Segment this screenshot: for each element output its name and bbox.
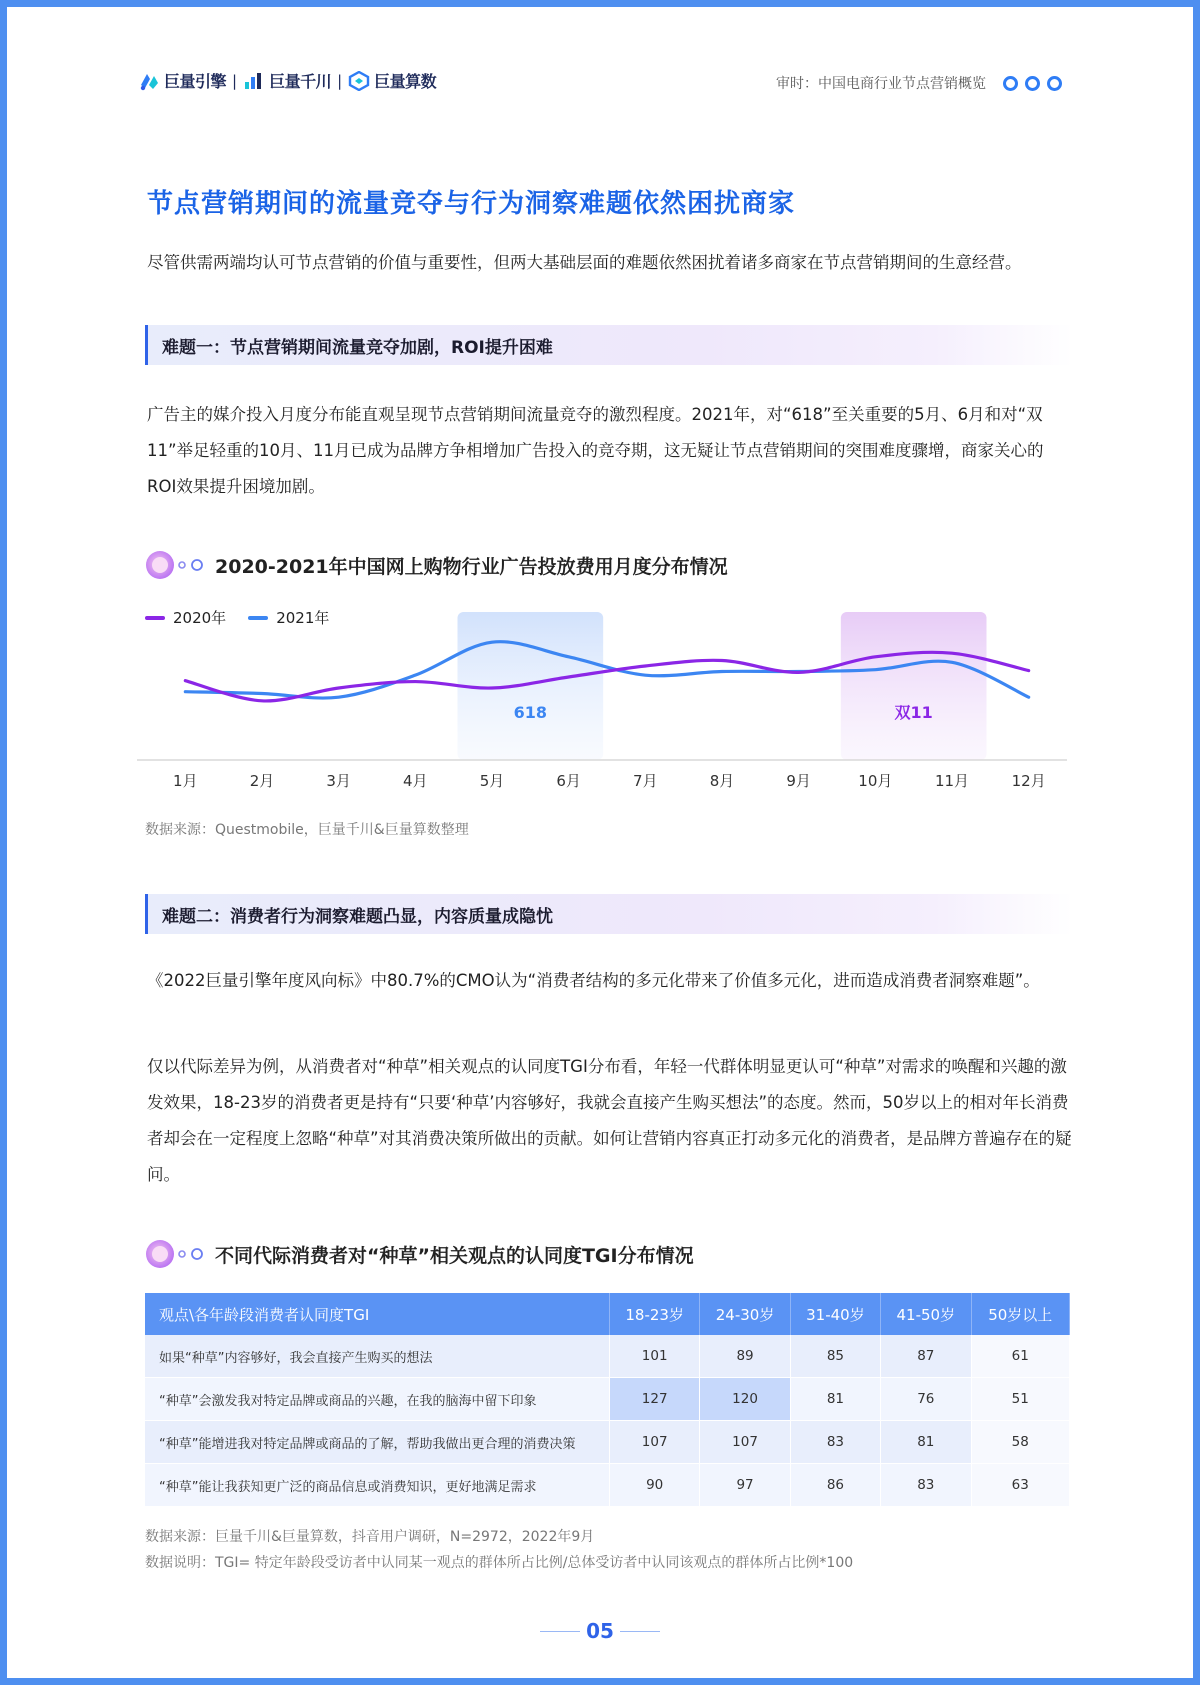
header-right — [776, 73, 1062, 93]
table-cell: 90 — [610, 1464, 700, 1507]
intro-paragraph: 尽管供需两端均认可节点营销的价值与重要性，但两大基础层面的难题依然困扰着诸多商家在节点营销期间的生意经营。 — [147, 253, 1022, 272]
x-tick-label: 5月 — [479, 772, 505, 790]
table-cell: 83 — [790, 1421, 880, 1464]
table-cell: 如果“种草”内容够好，我会直接产生购买的想法 — [145, 1335, 610, 1378]
brand-name-engine: 巨量引擎 — [164, 72, 227, 91]
chart-source: 数据来源：Questmobile，巨量千川&巨量算数整理 — [145, 822, 469, 838]
x-tick-label: 2月 — [249, 772, 275, 790]
x-tick-label: 11月 — [934, 772, 970, 790]
x-tick-label: 1月 — [173, 772, 198, 790]
section-heading-text: 难题二：消费者行为洞察难题凸显，内容质量成隐忧 — [162, 906, 553, 927]
table-cell: 63 — [971, 1464, 1070, 1507]
chart-title — [145, 550, 728, 580]
juliang-engine-logo-icon — [138, 71, 160, 91]
page-footer — [7, 1619, 1193, 1643]
table-row — [145, 1335, 1070, 1378]
table-cell: 89 — [700, 1335, 790, 1378]
brand-juliang-engine — [138, 69, 226, 92]
table-row — [145, 1378, 1070, 1421]
section2-paragraph-1: 《2022巨量引擎年度风向标》中80.7%的CMO认为“消费者结构的多元化带来了价值多元化，进而造成消费者洞察难题”。 — [147, 971, 1040, 990]
brand-juliang-suanshu — [348, 69, 436, 92]
juliang-qianchuan-logo-icon — [243, 71, 265, 91]
table-cell: 83 — [881, 1464, 971, 1507]
table-cell: 81 — [790, 1378, 880, 1421]
section-heading-1 — [145, 325, 1073, 365]
page-number: 05 — [586, 1619, 614, 1643]
table-cell: 127 — [610, 1378, 700, 1421]
table-cell: 85 — [790, 1335, 880, 1378]
bubble-bullet-icon — [145, 550, 207, 580]
column-header: 41-50岁 — [881, 1293, 971, 1335]
table-cell: “种草”会激发我对特定品牌或商品的兴趣，在我的脑海中留下印象 — [145, 1378, 610, 1421]
brand-logos — [138, 69, 436, 92]
footer-line — [540, 1631, 580, 1632]
table-cell: 101 — [610, 1335, 700, 1378]
x-tick-label: 4月 — [403, 772, 428, 790]
table-cell: 61 — [971, 1335, 1070, 1378]
table-cell: 107 — [700, 1421, 790, 1464]
table-note: 数据说明：TGI= 特定年龄段受访者中认同某一观点的群体所占比例/总体受访者中认同该观点的群体所占比例*100 — [145, 1555, 854, 1571]
x-tick-label: 6月 — [556, 772, 581, 790]
highlight-band-618 — [458, 612, 604, 760]
column-header: 50岁以上 — [971, 1293, 1070, 1335]
bubble-bullet-icon — [145, 1239, 207, 1269]
x-tick-label: 12月 — [1011, 772, 1046, 790]
page-title: 节点营销期间的流量竞夺与行为洞察难题依然困扰商家 — [147, 189, 796, 219]
x-tick-label: 10月 — [858, 772, 893, 790]
x-tick-label: 9月 — [786, 772, 811, 790]
table-title-text: 不同代际消费者对“种草”相关观点的认同度TGI分布情况 — [215, 1244, 694, 1267]
brand-name-suanshu: 巨量算数 — [374, 72, 437, 91]
table-cell: “种草”能增进我对特定品牌或商品的了解，帮助我做出更合理的消费决策 — [145, 1421, 610, 1464]
circle-dot-icon — [1003, 76, 1018, 91]
table-cell: 97 — [700, 1464, 790, 1507]
table-cell: 58 — [971, 1421, 1070, 1464]
brand-name-qianchuan: 巨量千川 — [269, 72, 332, 91]
brand-separator: | — [232, 71, 238, 90]
legend-label: 2020年 — [173, 609, 227, 627]
column-header: 18-23岁 — [610, 1293, 700, 1335]
juliang-suanshu-logo-icon — [348, 71, 370, 91]
section-heading-2 — [145, 894, 1073, 934]
table-title — [145, 1239, 694, 1269]
line-chart — [137, 602, 1077, 807]
brand-separator: | — [337, 71, 343, 90]
column-header: 观点\各年龄段消费者认同度TGI — [145, 1293, 610, 1335]
highlight-label: 618 — [513, 703, 548, 722]
table-cell: “种草”能让我获知更广泛的商品信息或消费知识，更好地满足需求 — [145, 1464, 610, 1507]
table-cell: 87 — [881, 1335, 971, 1378]
tgi-table — [145, 1293, 1070, 1507]
table-cell: 107 — [610, 1421, 700, 1464]
table-header-row — [145, 1293, 1070, 1335]
report-title: 审时：中国电商行业节点营销概览 — [776, 76, 986, 92]
table-row — [145, 1464, 1070, 1507]
chart-title-text: 2020-2021年中国网上购物行业广告投放费用月度分布情况 — [215, 555, 728, 578]
section-heading-text: 难题一：节点营销期间流量竞夺加剧，ROI提升困难 — [162, 337, 553, 358]
legend-label: 2021年 — [276, 609, 330, 627]
section2-paragraph-2: 仅以代际差异为例，从消费者对“种草”相关观点的认同度TGI分布看，年轻一代群体明显更认可“种草”对需求的唤醒和兴趣的激发效果，18-23岁的消费者更是持有“只要‘种草’内容够好，我就会直接产生购买想法”的态度。然而，50岁以上的相对年长消费者却会在一定程度上忽略“种草”对其消费决策所做出的贡献。如何让营销内容真正打动多元化的消费者，是品牌方普遍存在的疑问。 — [147, 1057, 1072, 1184]
circle-dot-icon — [1047, 76, 1062, 91]
circle-dot-icon — [1025, 76, 1040, 91]
x-tick-label: 8月 — [709, 772, 735, 790]
table-cell: 81 — [881, 1421, 971, 1464]
highlight-band-double11 — [841, 612, 987, 760]
table-source: 数据来源：巨量千川&巨量算数，抖音用户调研，N=2972，2022年9月 — [145, 1529, 595, 1545]
table-cell: 86 — [790, 1464, 880, 1507]
section1-paragraph: 广告主的媒介投入月度分布能直观呈现节点营销期间流量竞夺的激烈程度。2021年，对“618”至关重要的5月、6月和对“双11”举足轻重的10月、11月已成为品牌方争相增加广告投入的竞夺期，这无疑让节点营销期间的突围难度骤增，商家关心的ROI效果提升困境加剧。 — [147, 405, 1044, 496]
brand-juliang-qianchuan — [243, 69, 331, 92]
x-tick-label: 7月 — [633, 772, 658, 790]
footer-line — [620, 1631, 660, 1632]
table-cell: 51 — [971, 1378, 1070, 1421]
highlight-label: 双11 — [894, 703, 933, 722]
column-header: 31-40岁 — [790, 1293, 880, 1335]
table-cell: 76 — [881, 1378, 971, 1421]
page-header — [138, 69, 1062, 99]
x-tick-label: 3月 — [326, 772, 351, 790]
column-header: 24-30岁 — [700, 1293, 790, 1335]
table-cell: 120 — [700, 1378, 790, 1421]
table-row — [145, 1421, 1070, 1464]
